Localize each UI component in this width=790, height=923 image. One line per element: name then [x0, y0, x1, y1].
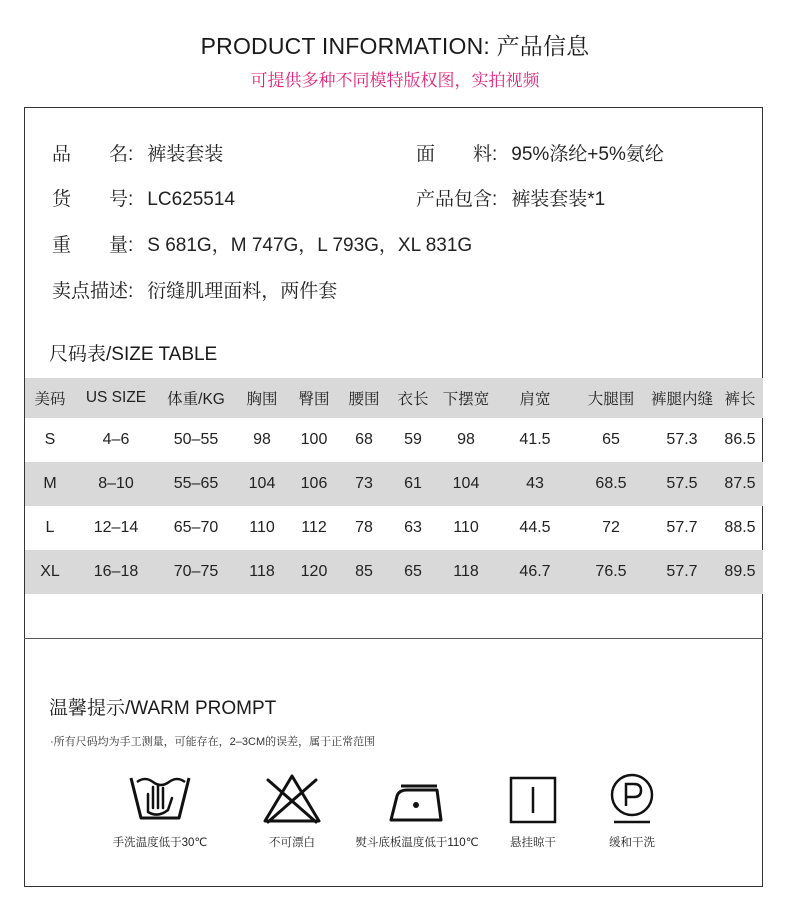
table-cell: 68.5 — [575, 462, 647, 506]
table-cell: 118 — [437, 550, 495, 594]
page-subtitle: 可提供多种不同模特版权图，实拍视频 — [250, 71, 540, 90]
header-cell: 美码 — [25, 378, 75, 418]
table-cell: 16–18 — [75, 550, 157, 594]
header-cell: 肩宽 — [495, 378, 575, 418]
info-item-value: LC625514 — [147, 189, 235, 210]
care-item-ironing — [343, 772, 491, 850]
table-cell: 98 — [253, 431, 271, 448]
care-label: 悬挂晾干 — [510, 837, 556, 849]
section-divider — [24, 638, 763, 639]
header-cell: 胸围 — [235, 378, 289, 418]
header-cell: 裤腿内缝 — [647, 378, 717, 418]
table-cell: 55–65 — [157, 462, 235, 506]
table-cell: 110 — [453, 519, 479, 536]
table-cell: 41.5 — [519, 431, 551, 448]
table-cell: 98 — [457, 431, 475, 448]
care-item-hang-dry — [498, 772, 568, 850]
iron-icon — [387, 772, 447, 826]
info-selling-point — [52, 276, 337, 303]
size-table-header-row — [25, 378, 763, 418]
header-cell: US SIZE — [75, 378, 157, 418]
no-bleach-icon — [262, 772, 322, 826]
header-cell: 衣长 — [389, 378, 437, 418]
measurement-note: ·所有尺码均为手工测量，可能存在，2–3CM的误差，属于正常范围 — [50, 736, 376, 748]
care-item-no-bleach — [246, 772, 338, 850]
table-cell: 43 — [495, 462, 575, 506]
table-cell: 106 — [289, 462, 339, 506]
info-fabric-label: 面 料: — [416, 144, 498, 165]
care-label: 缓和干洗 — [609, 837, 655, 849]
table-cell: 70–75 — [157, 550, 235, 594]
table-cell: 100 — [300, 431, 328, 448]
table-cell: 76.5 — [575, 550, 647, 594]
table-cell: 46.7 — [495, 550, 575, 594]
table-cell: 104 — [437, 462, 495, 506]
info-selling-value: 衍缝肌理面料，两件套 — [147, 281, 338, 302]
table-cell: 104 — [235, 462, 289, 506]
size-table — [25, 378, 763, 594]
table-cell: 118 — [235, 550, 289, 594]
info-weight-value: S 681G，M 747G，L 793G，XL 831G — [147, 235, 473, 256]
table-cell: S — [44, 431, 56, 448]
info-package — [416, 184, 605, 211]
info-package-value: 裤装套装*1 — [511, 189, 606, 210]
info-weight — [52, 230, 472, 257]
table-cell: 89.5 — [717, 550, 763, 594]
care-label: 不可漂白 — [269, 837, 315, 849]
table-cell: 112 — [301, 519, 327, 536]
table-cell: 50–55 — [173, 431, 219, 448]
table-cell: 59 — [404, 431, 422, 448]
table-cell: 57.3 — [666, 431, 698, 448]
table-cell: 63 — [404, 519, 422, 536]
table-cell: 87.5 — [717, 462, 763, 506]
header-cell: 腰围 — [339, 378, 389, 418]
header-cell: 大腿围 — [575, 378, 647, 418]
table-cell: 120 — [289, 550, 339, 594]
table-cell: 88.5 — [724, 519, 756, 536]
header-cell: 裤长 — [717, 378, 763, 418]
table-cell: 57.7 — [666, 519, 698, 536]
dry-clean-p-icon — [605, 772, 659, 826]
table-cell: 8–10 — [75, 462, 157, 506]
table-cell: 61 — [389, 462, 437, 506]
info-fabric — [416, 139, 664, 166]
info-selling-label: 卖点描述: — [52, 281, 134, 302]
info-package-label: 产品包含: — [416, 189, 498, 210]
header-cell: 下摆宽 — [437, 378, 495, 418]
table-cell: 4–6 — [102, 431, 130, 448]
info-name — [52, 139, 223, 166]
table-cell: M — [25, 462, 75, 506]
care-item-hand-wash — [98, 772, 222, 850]
table-cell: 65 — [602, 431, 620, 448]
table-cell: 86.5 — [724, 431, 756, 448]
table-cell: 110 — [249, 519, 275, 536]
info-name-value: 裤装套装 — [147, 144, 224, 165]
hand-wash-icon — [128, 772, 192, 826]
size-table-title: 尺码表/SIZE TABLE — [49, 344, 218, 365]
table-cell: 44.5 — [519, 519, 551, 536]
header-cell: 臀围 — [289, 378, 339, 418]
table-cell: 68 — [355, 431, 373, 448]
info-item-number — [52, 184, 235, 211]
table-cell: 65–70 — [173, 519, 219, 536]
table-cell: 78 — [355, 519, 373, 536]
info-fabric-value: 95%涤纶+5%氨纶 — [511, 144, 664, 165]
table-cell: 12–14 — [93, 519, 139, 536]
table-row — [25, 550, 763, 594]
info-weight-label: 重 量: — [52, 235, 134, 256]
page-title: PRODUCT INFORMATION: 产品信息 — [200, 33, 590, 59]
warm-prompt-title: 温馨提示/WARM PROMPT — [49, 698, 277, 719]
hang-dry-icon — [506, 772, 560, 826]
table-row — [25, 506, 763, 550]
table-cell: 73 — [339, 462, 389, 506]
table-cell: 72 — [602, 519, 620, 536]
care-item-dry-clean — [596, 772, 668, 850]
care-label: 手洗温度低于30℃ — [112, 837, 208, 849]
table-cell: 65 — [389, 550, 437, 594]
table-cell: 57.5 — [647, 462, 717, 506]
info-name-label: 品 名: — [52, 144, 134, 165]
header-cell: 体重/KG — [157, 378, 235, 418]
info-item-label: 货 号: — [52, 189, 134, 210]
table-cell: 85 — [339, 550, 389, 594]
care-label: 熨斗底板温度低于110℃ — [355, 837, 479, 849]
table-cell: L — [45, 519, 55, 536]
table-cell: 57.7 — [647, 550, 717, 594]
table-cell: XL — [25, 550, 75, 594]
table-row — [25, 418, 763, 462]
table-row — [25, 462, 763, 506]
